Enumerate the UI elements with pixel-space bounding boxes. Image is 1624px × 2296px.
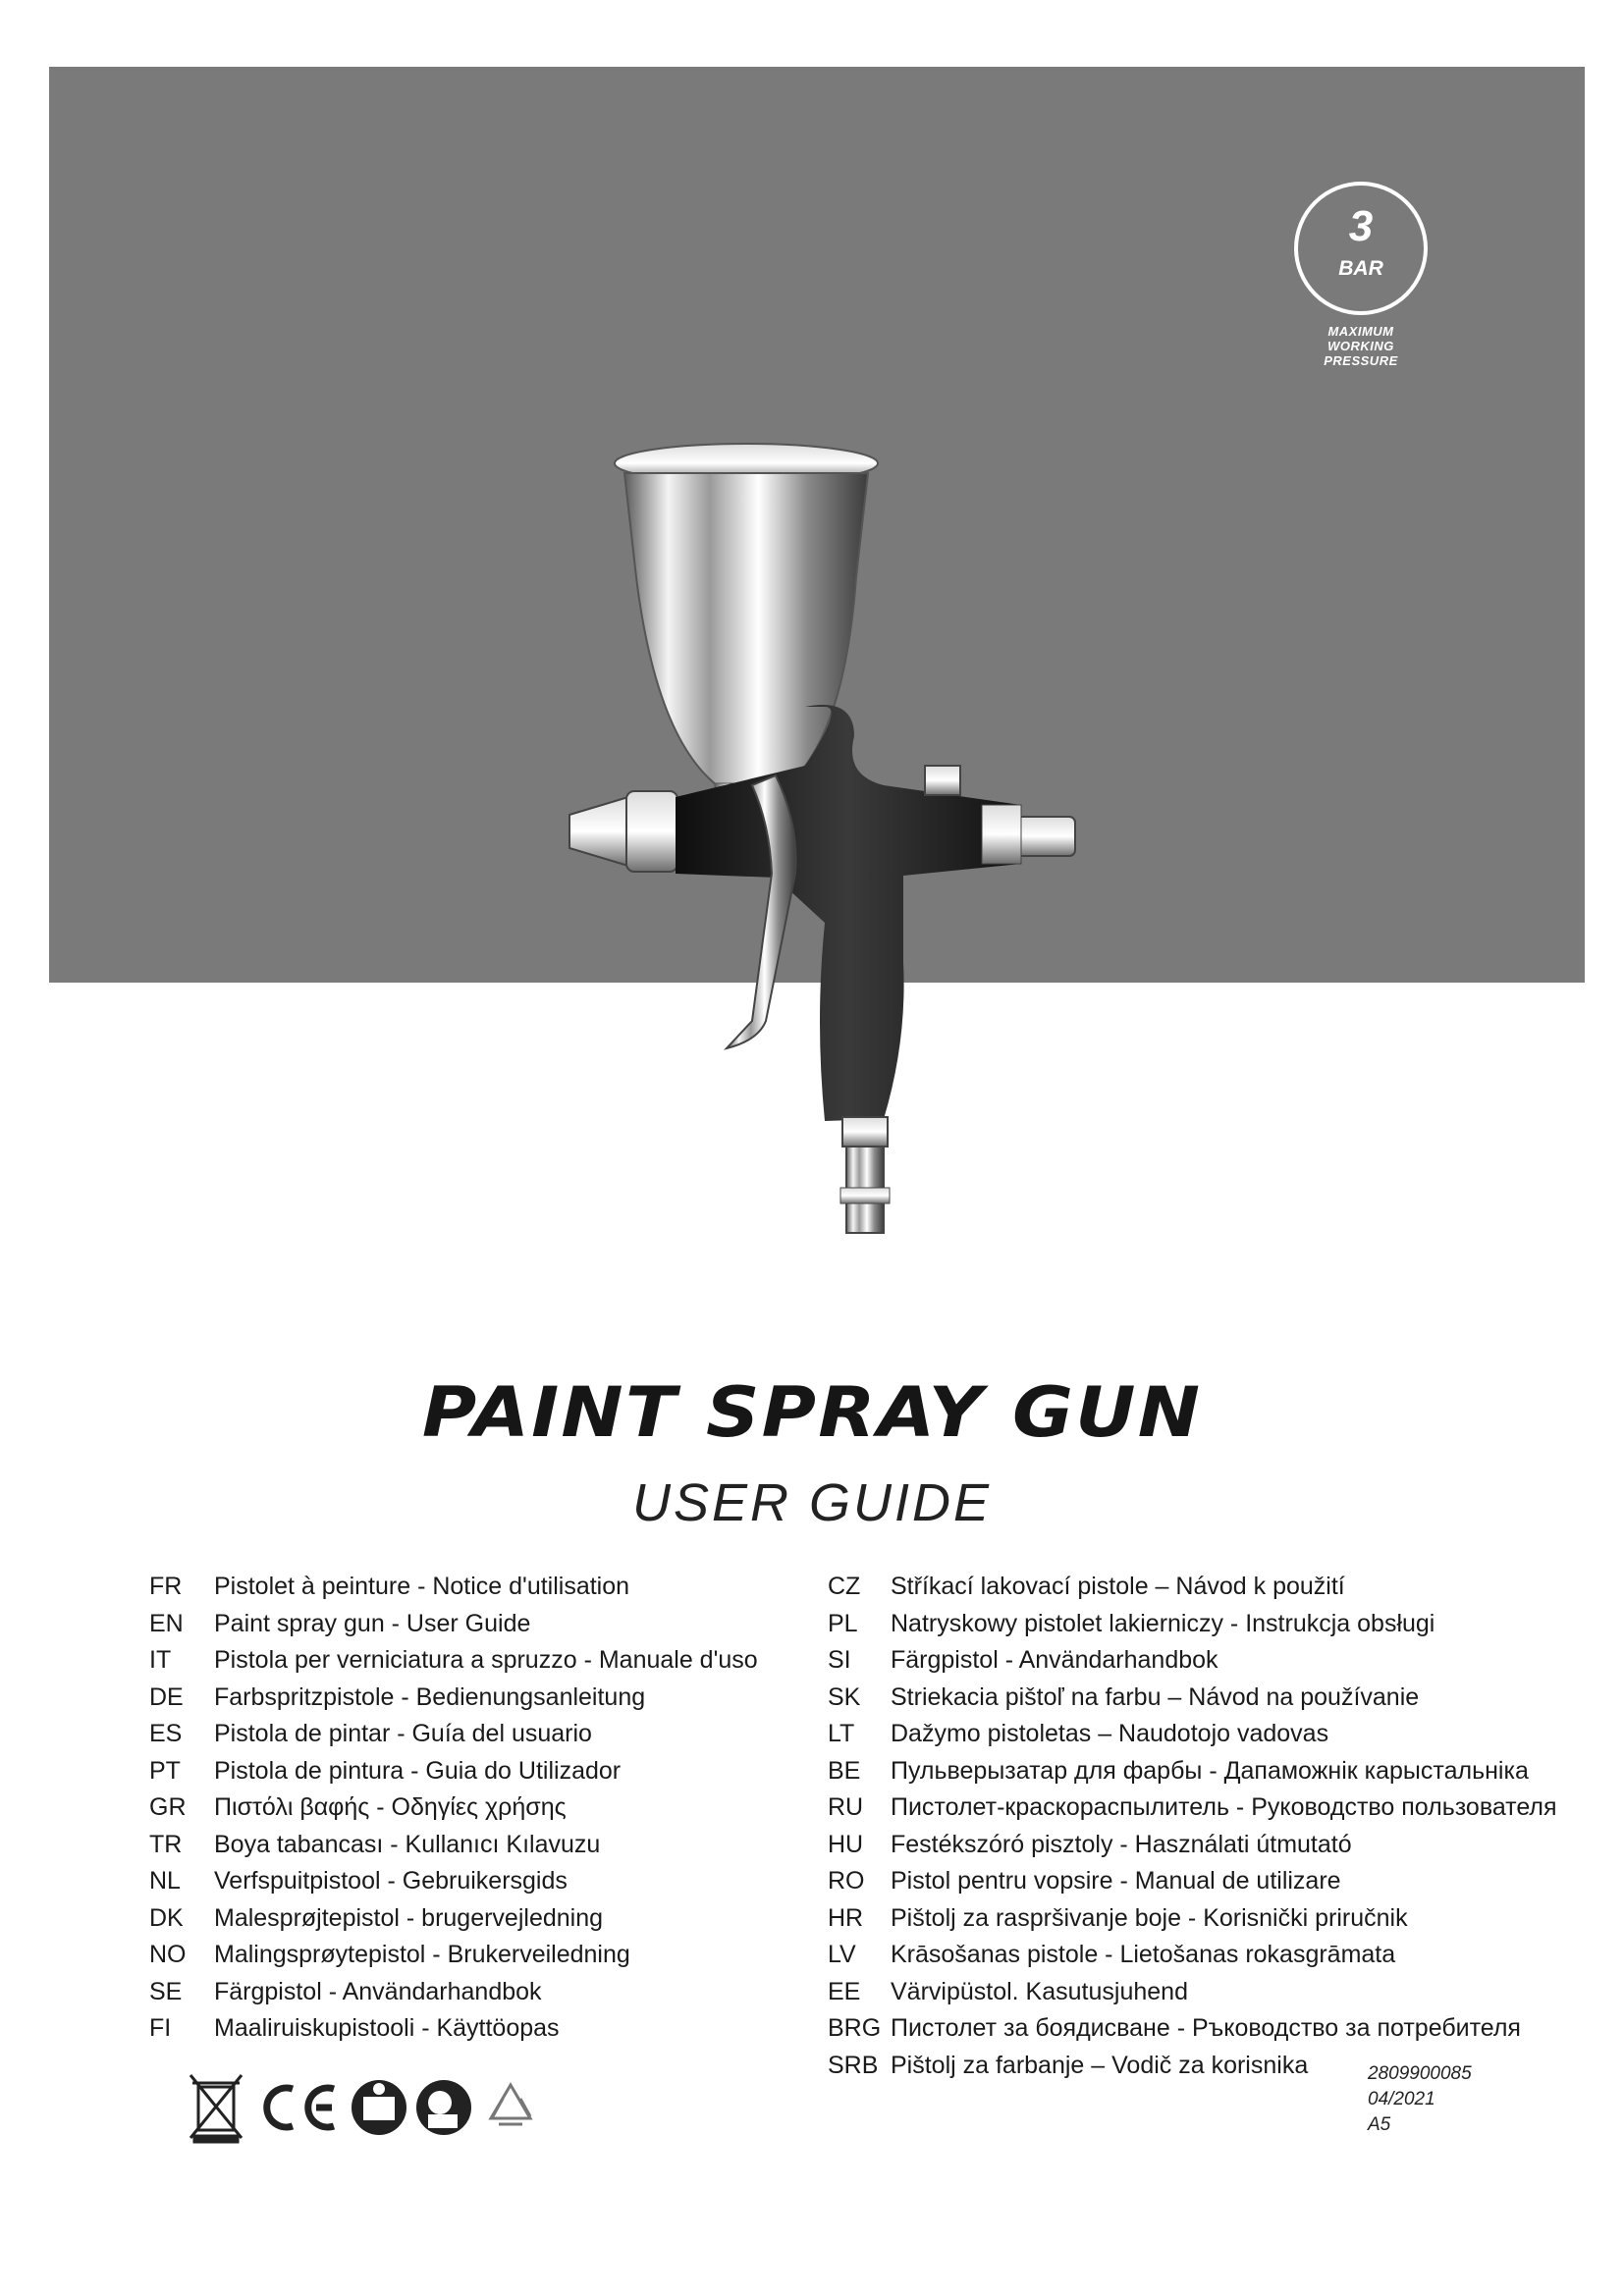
language-code: PT [149, 1756, 181, 1785]
language-title: Striekacia pištoľ na farbu – Návod na používanie [891, 1682, 1420, 1711]
language-row-hr [828, 1900, 1535, 1938]
language-title: Natryskowy pistolet lakierniczy - Instrukcja obsługi [891, 1609, 1435, 1637]
language-code: SE [149, 1977, 183, 2005]
language-code: NO [149, 1941, 187, 1968]
language-title: Пистолет за боядисване - Ръководство за потребителя [891, 2014, 1521, 2042]
language-row-ro [828, 1863, 1535, 1900]
language-title: Stříkací lakovací pistole – Návod k použití [891, 1573, 1345, 1600]
language-title: Färgpistol - Användarhandbok [891, 1646, 1218, 1674]
language-row-cz [828, 1569, 1535, 1606]
publication-date: 04/2021 [1368, 2089, 1435, 2109]
language-title: Pistol pentru vopsire - Manual de utilizare [891, 1867, 1341, 1895]
language-code: PL [828, 1609, 858, 1637]
language-title: Festékszóró pisztoly - Használati útmutató [891, 1830, 1352, 1858]
language-list-right [828, 1569, 1557, 2084]
document-subtitle: USER GUIDE [631, 1473, 993, 1532]
language-row-brg [828, 2010, 1535, 2048]
language-code: EN [149, 1609, 184, 1637]
language-title: Пульверызатар для фарбы - Дапаможнік карыстальніка [891, 1756, 1529, 1785]
language-title: Pištolj za farbanje – Vodič za korisnika [891, 2051, 1309, 2079]
language-title: Malesprøjtepistol - brugervejledning [214, 1903, 604, 1932]
language-title: Farbspritzpistole - Bedienungsanleitung [214, 1682, 646, 1711]
language-row-en [149, 1606, 817, 1643]
language-row-hu [828, 1827, 1535, 1864]
language-code: GR [149, 1793, 187, 1821]
language-title: Pistolet à peinture - Notice d'utilisation [214, 1573, 630, 1600]
language-code: NL [149, 1867, 181, 1895]
read-manual-icon [352, 2080, 406, 2135]
language-row-dk [149, 1900, 817, 1938]
language-code: TR [149, 1830, 183, 1858]
language-title: Verfspuitpistool - Gebruikersgids [214, 1867, 568, 1895]
language-title: Pistola de pintar - Guía del usuario [214, 1720, 592, 1747]
language-title: Dažymo pistoletas – Naudotojo vadovas [891, 1720, 1329, 1747]
language-row-be [828, 1753, 1535, 1790]
language-row-sk [828, 1680, 1535, 1717]
language-code: SI [828, 1646, 851, 1674]
language-code: HU [828, 1830, 864, 1858]
language-code: DE [149, 1682, 184, 1711]
language-code: ES [149, 1720, 183, 1747]
language-code: IT [149, 1646, 172, 1674]
language-code: RU [828, 1793, 864, 1821]
language-row-tr [149, 1827, 817, 1864]
language-row-no [149, 1937, 817, 1974]
language-code: LV [828, 1941, 856, 1968]
language-code: BRG [828, 2014, 882, 2042]
document-meta [1368, 2061, 1472, 2138]
language-title: Πιστόλι βαφής - Οδηγίες χρήσης [214, 1793, 567, 1821]
language-row-ee [828, 1974, 1535, 2011]
language-title: Pistola de pintura - Guia do Utilizador [214, 1756, 622, 1785]
language-title: Pistola per verniciatura a spruzzo - Manuale d'uso [214, 1646, 758, 1674]
language-title: Maaliruiskupistooli - Käyttöopas [214, 2014, 560, 2042]
language-row-ru [828, 1789, 1557, 1827]
document-title: PAINT SPRAY GUN [421, 1372, 1203, 1453]
language-row-gr [149, 1789, 817, 1827]
language-row-si [828, 1642, 1535, 1680]
language-list-left [149, 1569, 817, 2048]
language-title: Värvipüstol. Kasutusjuhend [891, 1977, 1188, 2005]
language-row-nl [149, 1863, 817, 1900]
pressure-badge [1294, 182, 1428, 315]
language-code: FR [149, 1573, 183, 1600]
badge-unit: BAR [1338, 257, 1383, 280]
language-row-pl [828, 1606, 1535, 1643]
reference-number: 2809900085 [1368, 2063, 1472, 2084]
language-row-fi [149, 2010, 817, 2048]
language-title: Paint spray gun - User Guide [214, 1609, 531, 1637]
language-row-es [149, 1716, 817, 1753]
language-code: HR [828, 1903, 864, 1932]
page-format: A5 [1368, 2114, 1391, 2135]
language-title: Пистолет-краскораспылитель - Руководство пользователя [891, 1793, 1557, 1821]
language-row-pt [149, 1753, 817, 1790]
weee-bin-icon [190, 2075, 242, 2142]
language-code: DK [149, 1903, 184, 1932]
language-title: Boya tabancası - Kullanıcı Kılavuzu [214, 1830, 601, 1858]
spray-gun-image [530, 412, 1080, 1276]
wear-protection-icon [416, 2080, 471, 2135]
ce-mark-icon [267, 2088, 334, 2127]
language-row-it [149, 1642, 817, 1680]
language-row-se [149, 1974, 817, 2011]
language-code: CZ [828, 1573, 861, 1600]
language-code: RO [828, 1867, 865, 1895]
badge-caption: MAXIMUM WORKING PRESSURE [1324, 324, 1398, 368]
language-row-fr [149, 1569, 817, 1606]
language-code: EE [828, 1977, 861, 2005]
language-code: FI [149, 2014, 172, 2042]
language-title: Färgpistol - Användarhandbok [214, 1977, 542, 2005]
language-row-de [149, 1680, 817, 1717]
language-title: Pištolj za raspršivanje boje - Korisnički priručnik [891, 1903, 1408, 1932]
language-code: LT [828, 1720, 855, 1747]
language-row-lt [828, 1716, 1535, 1753]
badge-value: 3 [1348, 202, 1374, 250]
language-title: Krāsošanas pistole - Lietošanas rokasgrāmata [891, 1941, 1396, 1968]
certification-icons [187, 2069, 560, 2148]
language-row-lv [828, 1937, 1535, 1974]
recycle-icon [491, 2085, 530, 2124]
language-code: SRB [828, 2051, 879, 2079]
language-code: SK [828, 1682, 861, 1711]
language-code: BE [828, 1756, 861, 1785]
language-title: Malingsprøytepistol - Brukerveiledning [214, 1941, 630, 1968]
